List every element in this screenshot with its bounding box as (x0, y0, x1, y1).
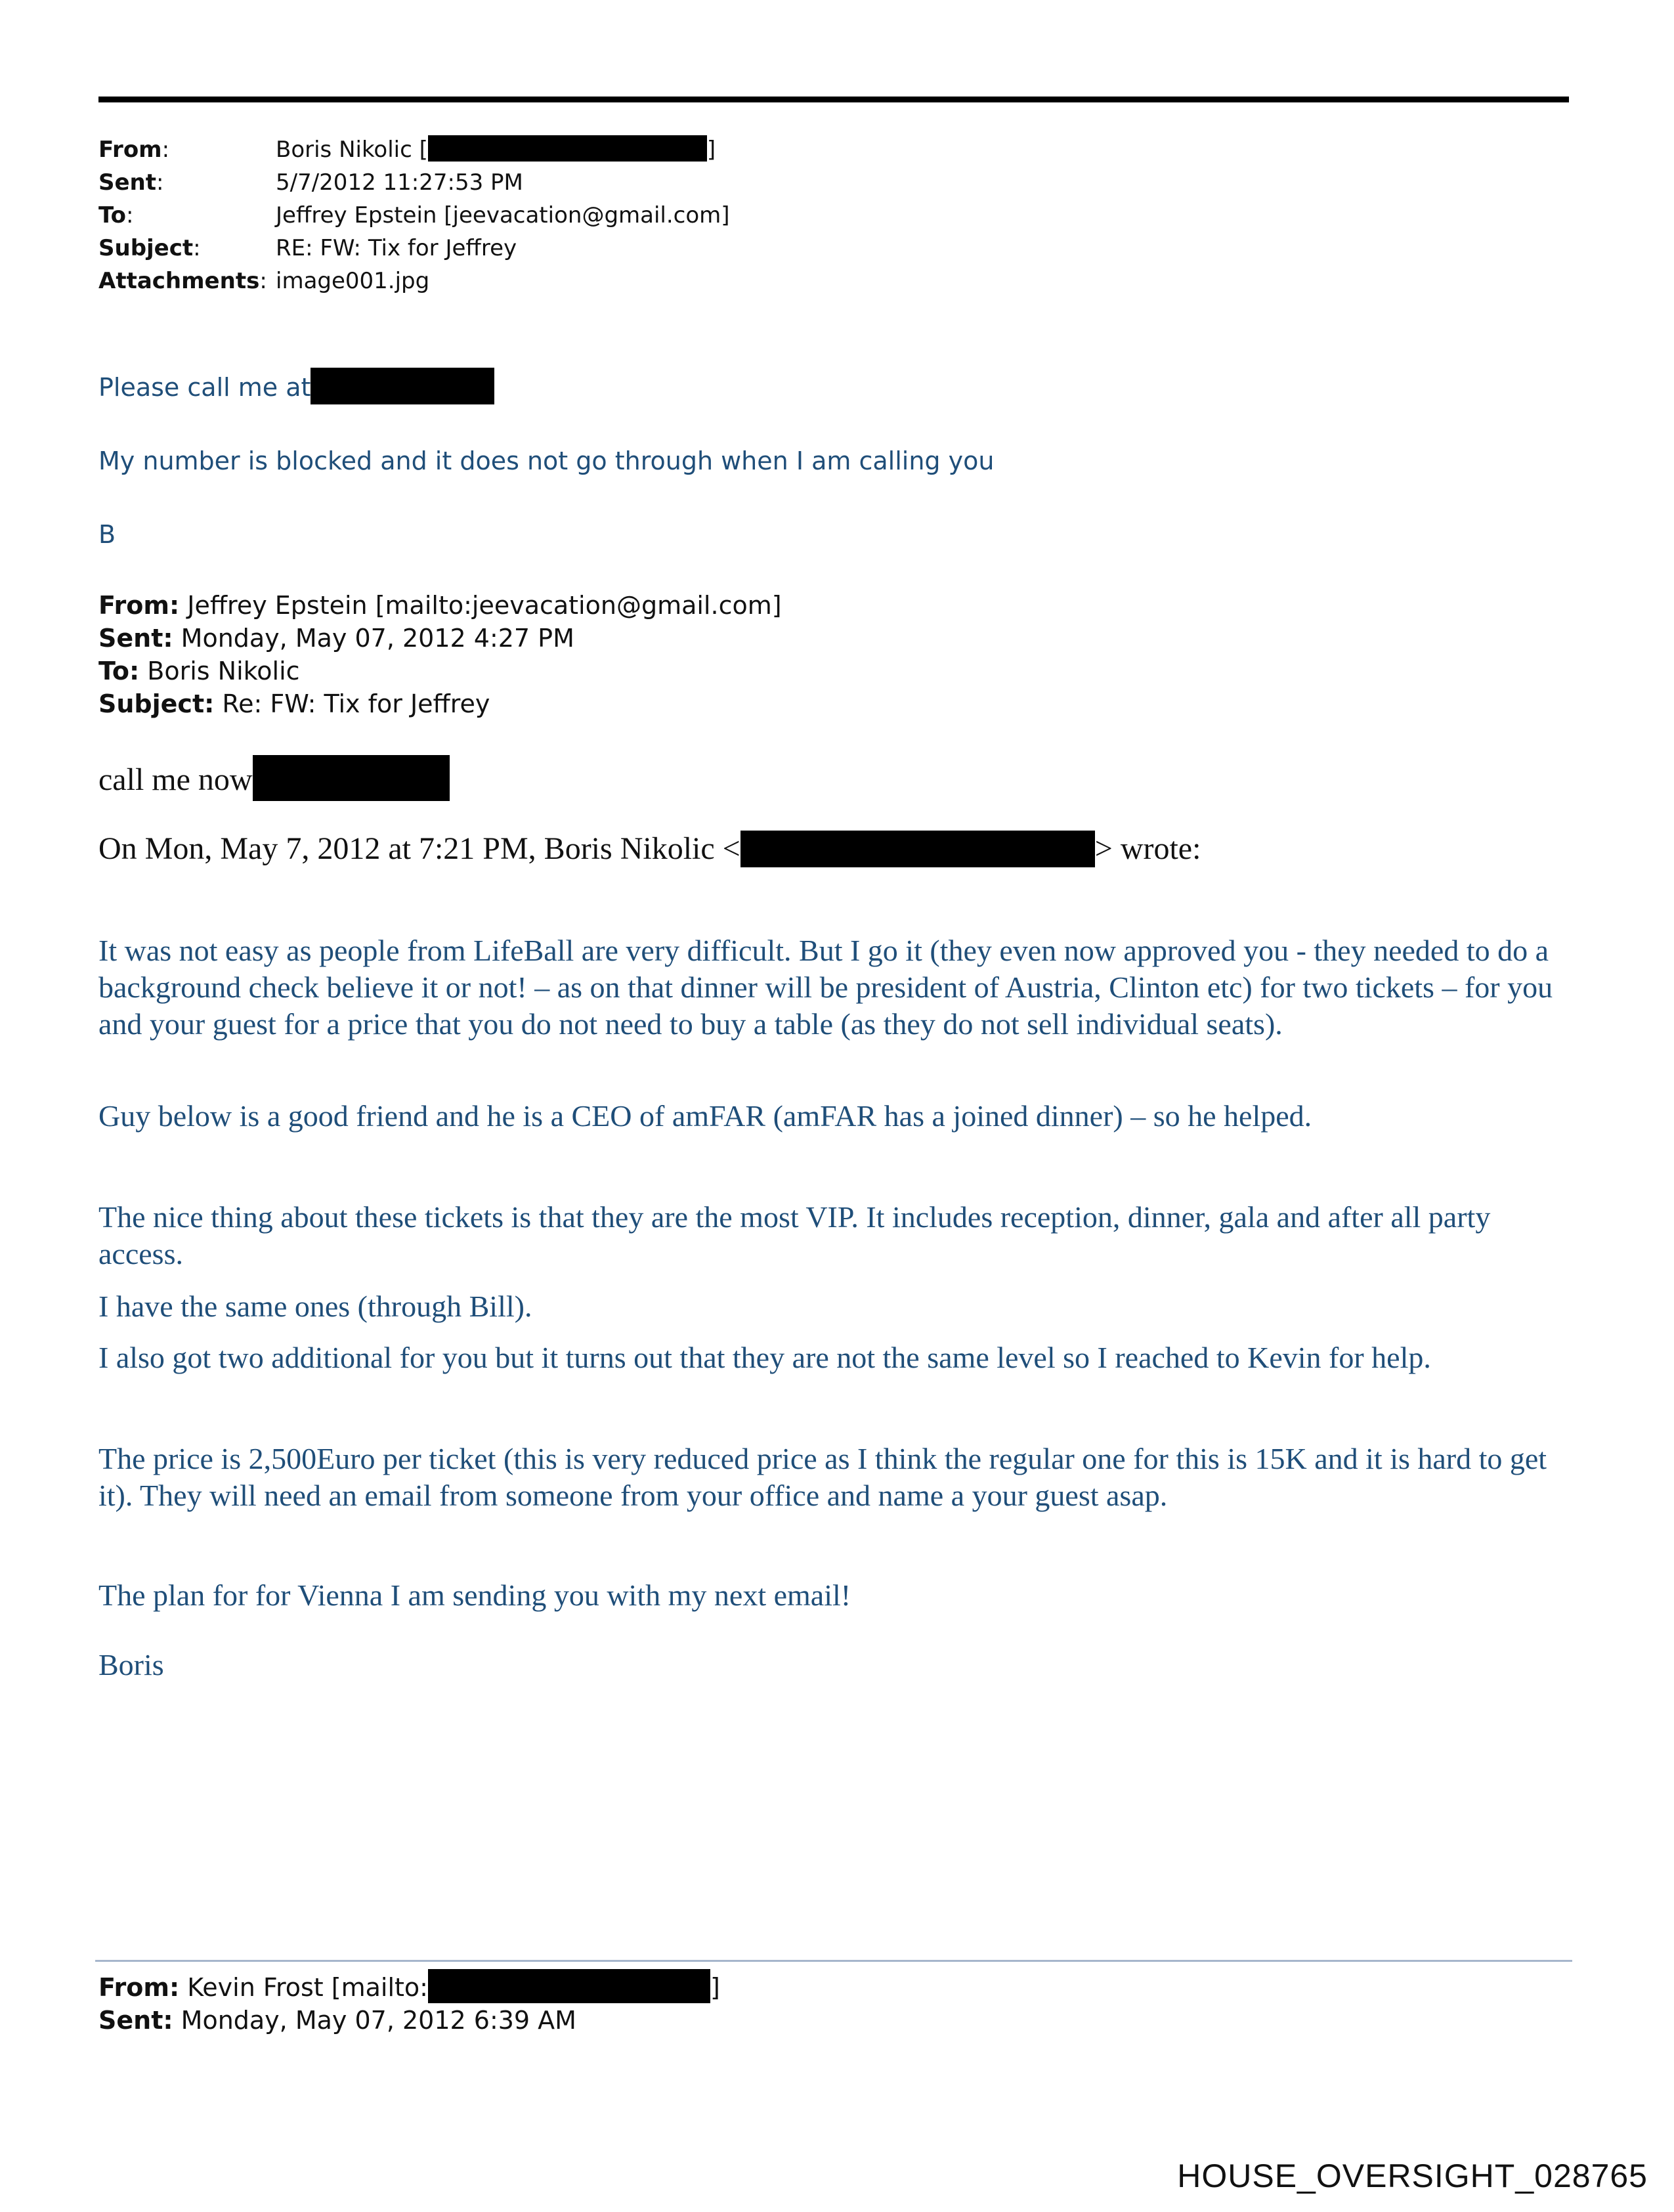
header-sent-label: Sent: (98, 169, 164, 196)
header-divider (98, 97, 1569, 102)
reply-line-call: Please call me at (98, 373, 494, 404)
quoted1-to-row: To: Boris Nikolic (98, 657, 300, 685)
quoted2-from-row: From: Kevin Frost [mailto: ] (98, 1973, 720, 2003)
quote-divider (95, 1960, 1572, 1962)
header-from-row (98, 137, 716, 163)
quoted1-wrote-line: On Mon, May 7, 2012 at 7:21 PM, Boris Nikolic < > wrote: (98, 831, 1201, 866)
boris-paragraph-5: I also got two additional for you but it turns out that they are not the same level so I reached to Kevin for help. (98, 1341, 1431, 1374)
header-from-value: Boris Nikolic [ ] (276, 137, 716, 163)
boris-paragraph-4: I have the same ones (through Bill). (98, 1290, 532, 1323)
redaction-box (428, 1969, 710, 2003)
redaction-box (740, 831, 1095, 867)
boris-paragraph-1: It was not easy as people from LifeBall are very difficult. But I go it (they even now approved you - they needed to do a background check believe it or not! – as on that dinner will be president of Austria, Clinton etc) for two tickets – for you and your guest for a price that you do not need to buy a table (as they do not sell individual seats). (98, 934, 1553, 1041)
header-attachments-value: image001.jpg (276, 268, 430, 294)
header-sent-row (98, 169, 523, 196)
redaction-box (253, 755, 450, 801)
redaction-box (311, 368, 494, 404)
header-to-value: Jeffrey Epstein [jeevacation@gmail.com] (276, 202, 730, 228)
quoted1-subject-row: Subject: Re: FW: Tix for Jeffrey (98, 689, 490, 718)
header-sent-value: 5/7/2012 11:27:53 PM (276, 169, 523, 196)
header-subject-value: RE: FW: Tix for Jeffrey (276, 235, 517, 261)
boris-paragraph-2: Guy below is a good friend and he is a CEO of amFAR (amFAR has a joined dinner) – so he helped. (98, 1099, 1312, 1133)
quoted2-sent-row: Sent: Monday, May 07, 2012 6:39 AM (98, 2006, 576, 2035)
boris-paragraph-7: The plan for for Vienna I am sending you with my next email! (98, 1578, 851, 1612)
header-attachments-row (98, 268, 429, 294)
quoted1-sent-row: Sent: Monday, May 07, 2012 4:27 PM (98, 624, 574, 653)
header-subject-label: Subject: (98, 235, 201, 261)
reply-line-blocked: My number is blocked and it does not go through when I am calling you (98, 446, 995, 475)
boris-paragraph-6: The price is 2,500Euro per ticket (this is very reduced price as I think the regular one for this is 15K and it is hard to get it). They will need an email from someone from your office and name a your guest asap. (98, 1442, 1547, 1512)
header-subject-row (98, 235, 517, 261)
header-from-label: From: (98, 137, 170, 163)
header-to-label: To: (98, 202, 134, 228)
header-to-row (98, 202, 730, 228)
quoted1-from-row: From: Jeffrey Epstein [mailto:jeevacation@gmail.com] (98, 591, 782, 620)
header-attachments-label: Attachments: (98, 268, 267, 294)
bates-number: HOUSE_OVERSIGHT_028765 (1177, 2158, 1648, 2194)
reply-signoff: B (98, 520, 116, 549)
boris-paragraph-3: The nice thing about these tickets is that they are the most VIP. It includes reception, dinner, gala and after all party access. (98, 1200, 1491, 1270)
quoted1-body: call me now (98, 762, 450, 801)
redaction-box (428, 135, 707, 162)
boris-signoff: Boris (98, 1648, 164, 1681)
